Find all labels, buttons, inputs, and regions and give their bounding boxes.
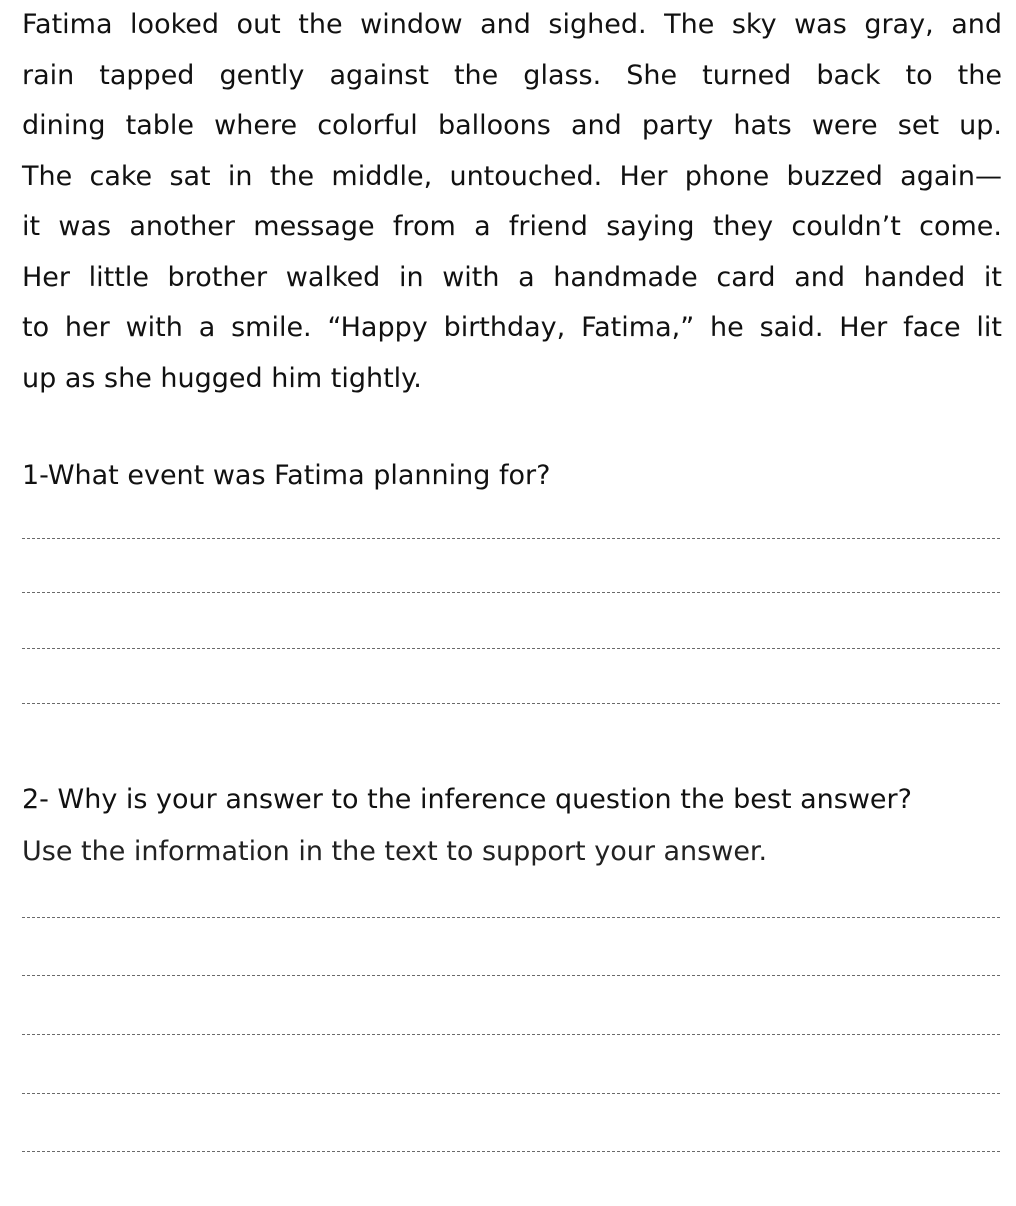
passage-line: up as she hugged him tightly. <box>22 362 422 394</box>
passage-line: rain tapped gently against the glass. She turned back to the <box>22 59 1002 91</box>
question-2: 2- Why is your answer to the inference question the best answer? <box>22 784 912 815</box>
answer-line-q1-3[interactable] <box>22 648 1000 649</box>
passage-line: it was another message from a friend saying they couldn’t come. <box>22 211 1002 242</box>
answer-line-q2-1[interactable] <box>22 917 1000 918</box>
question-2-instruction: Use the information in the text to support your answer. <box>22 836 768 867</box>
question-1: 1-What event was Fatima planning for? <box>22 460 551 491</box>
passage-line: The cake sat in the middle, untouched. Her phone buzzed again— <box>22 160 1002 192</box>
answer-line-q1-1[interactable] <box>22 538 1000 539</box>
answer-line-q1-2[interactable] <box>22 592 1000 593</box>
passage-line: to her with a smile. “Happy birthday, Fatima,” he said. Her face lit <box>22 312 1002 343</box>
reading-passage <box>22 0 1002 404</box>
answer-line-q1-4[interactable] <box>22 703 1000 704</box>
answer-line-q2-5[interactable] <box>22 1151 1000 1152</box>
passage-line: Fatima looked out the window and sighed. The sky was gray, and <box>22 9 1002 40</box>
answer-line-q2-3[interactable] <box>22 1034 1000 1035</box>
answer-line-q2-4[interactable] <box>22 1093 1000 1094</box>
passage-line: dining table where colorful balloons and party hats were set up. <box>22 110 1002 141</box>
passage-line: Her little brother walked in with a handmade card and handed it <box>22 261 1002 293</box>
answer-line-q2-2[interactable] <box>22 975 1000 976</box>
